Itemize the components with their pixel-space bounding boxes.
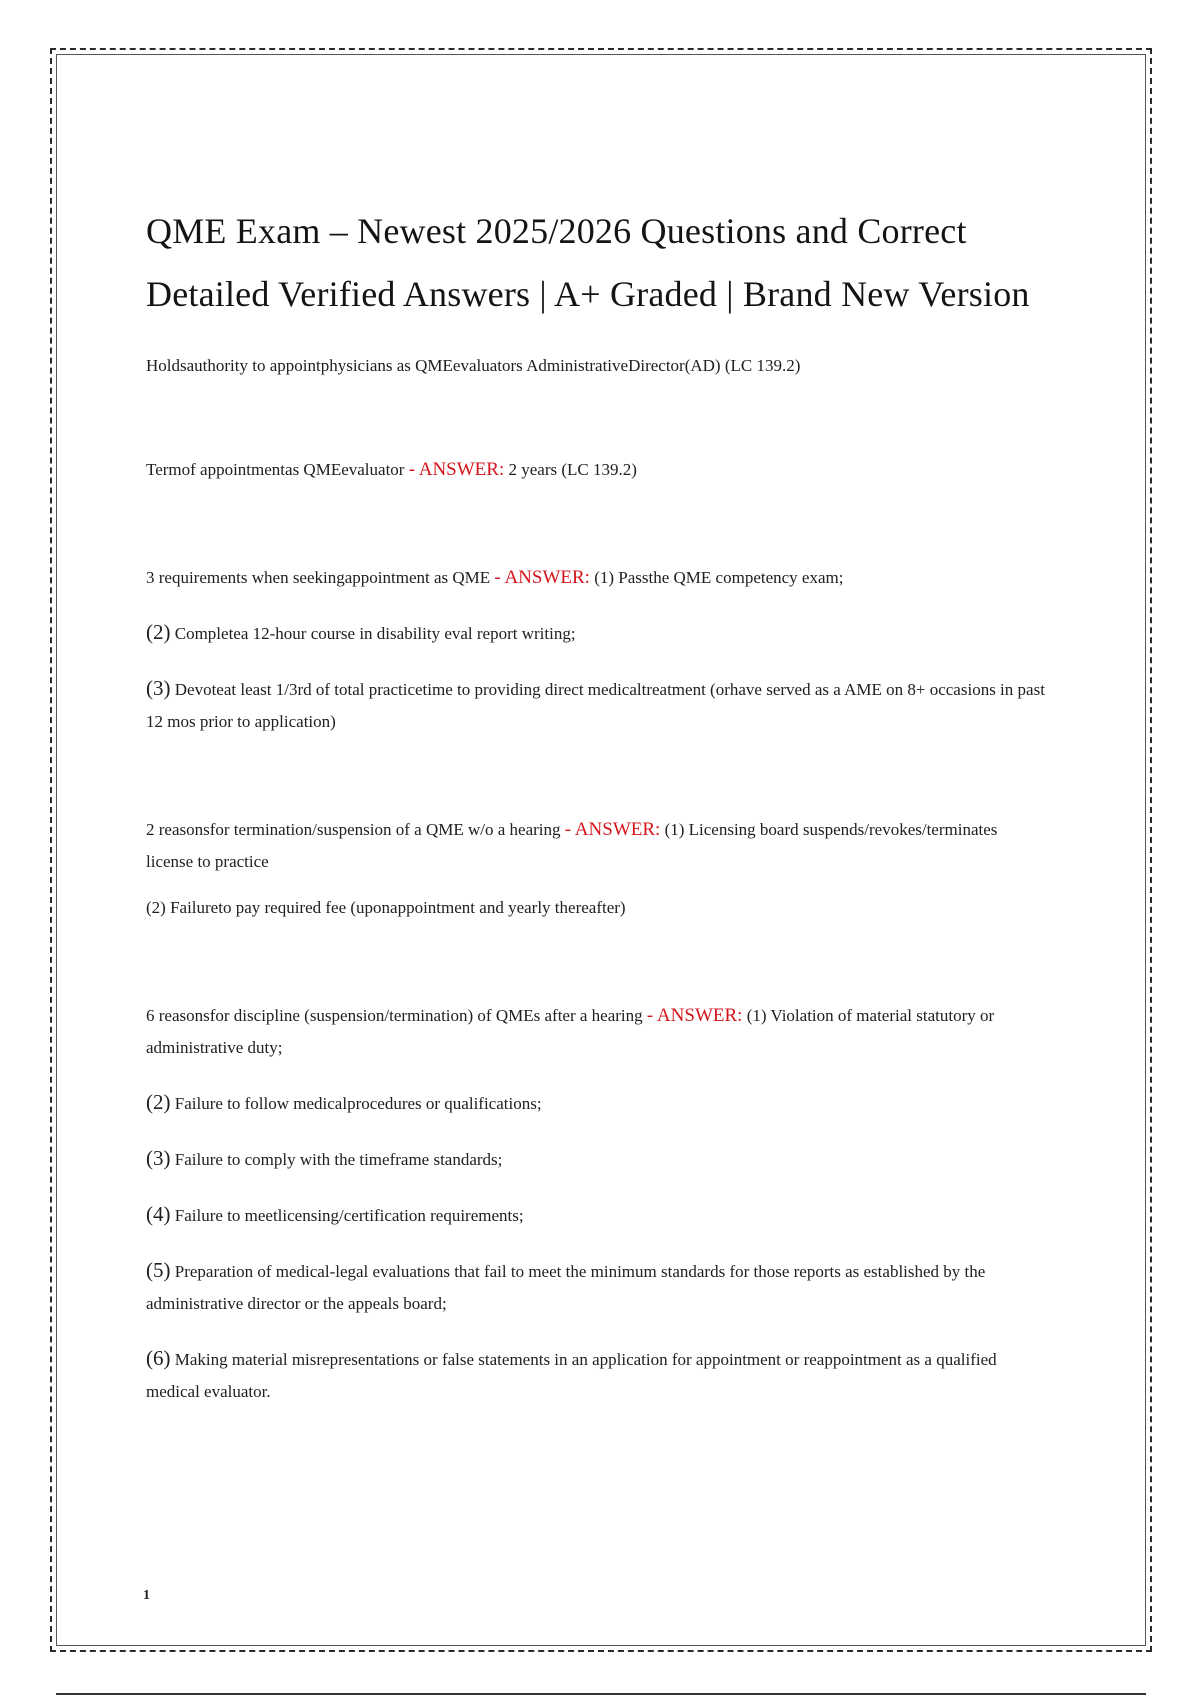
item-number: (6) <box>146 1346 171 1370</box>
answer-label: - ANSWER: <box>494 567 590 588</box>
item-text: (2) Failureto pay required fee (uponappointment and yearly thereafter) <box>146 898 626 917</box>
page-number: 1 <box>143 1588 150 1603</box>
question-text: Termof appointmentas QMEevaluator <box>146 460 405 479</box>
answer-label: - ANSWER: <box>564 819 661 840</box>
item-text: Failure to comply with the timeframe standards; <box>174 1150 503 1169</box>
item-text: Making material misrepresentations or false statements in an application for appointment or reappointment as a qualified medical evaluator. <box>146 1350 997 1401</box>
bottom-divider <box>56 1693 1146 1695</box>
question-text: 3 requirements when seekingappointment as QME <box>146 568 491 587</box>
answer-text: 2 years (LC 139.2) <box>508 460 637 479</box>
document-title: QME Exam – Newest 2025/2026 Questions and Correct Detailed Verified Answers | A+ Graded | Brand New Version <box>146 211 1030 314</box>
document-body <box>146 200 1046 1408</box>
item-text: Failure to meetlicensing/certification requirements; <box>174 1206 524 1225</box>
item-text: Devoteat least 1/3rd of total practicetime to providing direct medicaltreatment (orhave served as a AME on 8+ occasions in past 12 mos prior to application) <box>146 680 1045 731</box>
answer-item <box>146 1198 1046 1232</box>
question-text: 6 reasonsfor discipline (suspension/termination) of QMEs after a hearing <box>146 1006 643 1025</box>
answer-item <box>146 1086 1046 1120</box>
qa-line <box>146 814 1046 878</box>
item-number: (5) <box>146 1258 171 1282</box>
item-number: (2) <box>146 620 171 644</box>
qa-block-1 <box>146 350 1046 382</box>
qa-block-2 <box>146 454 1046 486</box>
item-text: Preparation of medical-legal evaluations that fail to meet the minimum standards for those reports as established by the administrative director or the appeals board; <box>146 1262 986 1313</box>
item-number: (2) <box>146 1090 171 1114</box>
qa-block-5 <box>146 1000 1046 1408</box>
qa-block-3 <box>146 562 1046 738</box>
question-text: Holdsauthority to appointphysicians as QMEevaluators AdministrativeDirector(AD) (LC 139.2) <box>146 356 801 375</box>
qa-block-4 <box>146 814 1046 924</box>
answer-item <box>146 1342 1046 1408</box>
answer-text: (1) Violation of material statutory or administrative duty; <box>146 1006 995 1057</box>
qa-line <box>146 1000 1046 1064</box>
answer-item <box>146 616 1046 650</box>
item-number: (3) <box>146 676 171 700</box>
answer-item <box>146 1142 1046 1176</box>
answer-label: - ANSWER: <box>408 459 505 480</box>
qa-line <box>146 454 1046 486</box>
answer-item <box>146 672 1046 738</box>
item-number: (3) <box>146 1146 171 1170</box>
answer-item <box>146 892 1046 924</box>
answer-label: - ANSWER: <box>646 1005 743 1026</box>
item-text: Failure to follow medicalprocedures or qualifications; <box>174 1094 542 1113</box>
item-text: Completea 12-hour course in disability eval report writing; <box>174 624 576 643</box>
qa-line <box>146 562 1046 594</box>
item-number: (4) <box>146 1202 171 1226</box>
answer-text: (1) Licensing board suspends/revokes/terminates license to practice <box>146 820 998 871</box>
question-text: 2 reasonsfor termination/suspension of a QME w/o a hearing <box>146 820 561 839</box>
answer-text: (1) Passthe QME competency exam; <box>594 568 844 587</box>
answer-item <box>146 1254 1046 1320</box>
